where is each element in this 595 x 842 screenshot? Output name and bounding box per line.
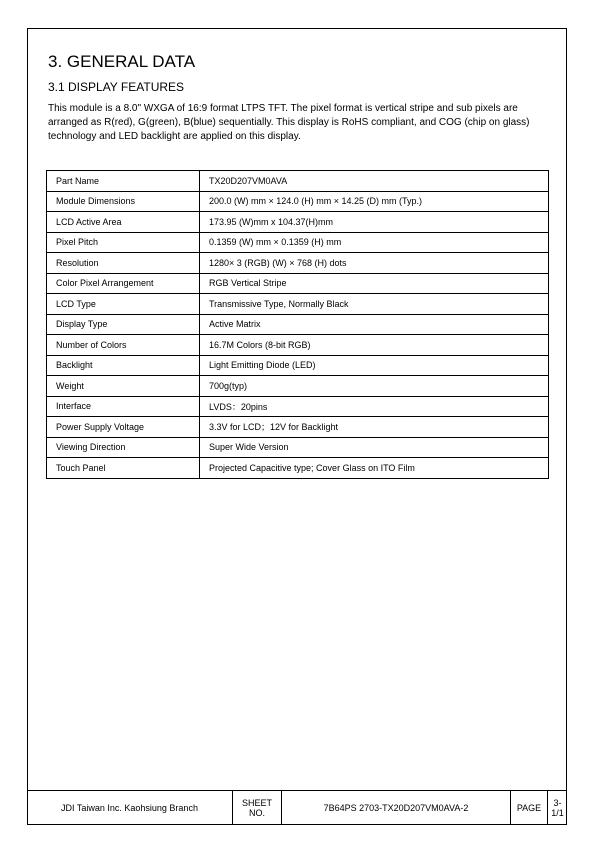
footer-sheet-line1: SHEET <box>241 798 272 808</box>
section-title: 3. GENERAL DATA <box>48 52 196 71</box>
table-row <box>47 314 549 335</box>
table-row <box>47 376 549 397</box>
table-row <box>47 294 549 315</box>
spec-value: LVDS：20pins <box>200 396 549 417</box>
footer-sheet-line2: NO. <box>248 808 265 818</box>
spec-label: Resolution <box>47 253 200 274</box>
table-row <box>47 191 549 212</box>
subsection-title: 3.1 DISPLAY FEATURES <box>48 80 185 94</box>
spec-value: 1280× 3 (RGB) (W) × 768 (H) dots <box>200 253 549 274</box>
spec-label: Pixel Pitch <box>47 232 200 253</box>
spec-label: Weight <box>47 376 200 397</box>
table-row <box>47 171 549 192</box>
spec-label: Touch Panel <box>47 458 200 479</box>
footer-company: JDI Taiwan Inc. Kaohsiung Branch <box>61 803 198 813</box>
spec-value: Transmissive Type, Normally Black <box>200 294 549 315</box>
spec-value: Active Matrix <box>200 314 549 335</box>
spec-value: 200.0 (W) mm × 124.0 (H) mm × 14.25 (D) mm (Typ.) <box>200 191 549 212</box>
spec-label: Interface <box>47 396 200 417</box>
intro-paragraph: This module is a 8.0" WXGA of 16:9 format LTPS TFT. The pixel format is vertical stripe and sub pixels are arranged as R(red), G(green), B(blue) sequentially. This display is RoHS compliant, and COG (chip on glass) technology and LED backlight are applied on this display. <box>48 103 530 142</box>
spec-label: Display Type <box>47 314 200 335</box>
spec-label: LCD Type <box>47 294 200 315</box>
table-row <box>47 232 549 253</box>
spec-value: 0.1359 (W) mm × 0.1359 (H) mm <box>200 232 549 253</box>
spec-label: Power Supply Voltage <box>47 417 200 438</box>
footer-page-label: PAGE <box>510 791 548 825</box>
spec-value: TX20D207VM0AVA <box>200 171 549 192</box>
spec-label: LCD Active Area <box>47 212 200 233</box>
table-row <box>47 355 549 376</box>
spec-table <box>46 170 549 479</box>
spec-value: 3.3V for LCD；12V for Backlight <box>200 417 549 438</box>
spec-value: 16.7M Colors (8-bit RGB) <box>200 335 549 356</box>
spec-label: Backlight <box>47 355 200 376</box>
spec-value: Super Wide Version <box>200 437 549 458</box>
spec-value: Light Emitting Diode (LED) <box>200 355 549 376</box>
spec-label: Viewing Direction <box>47 437 200 458</box>
spec-label: Module Dimensions <box>47 191 200 212</box>
table-row <box>47 273 549 294</box>
table-row <box>47 212 549 233</box>
footer-doc-number: 7B64PS 2703-TX20D207VM0AVA-2 <box>323 803 469 813</box>
spec-value: Projected Capacitive type; Cover Glass on ITO Film <box>200 458 549 479</box>
spec-value: 700g(typ) <box>200 376 549 397</box>
table-row <box>47 396 549 417</box>
table-row <box>47 458 549 479</box>
spec-value: RGB Vertical Stripe <box>200 273 549 294</box>
table-row <box>47 253 549 274</box>
spec-label: Number of Colors <box>47 335 200 356</box>
table-row <box>47 335 549 356</box>
spec-label: Part Name <box>47 171 200 192</box>
footer-sheet-label <box>232 791 282 825</box>
spec-label: Color Pixel Arrangement <box>47 273 200 294</box>
footer-page-number: 3-1/1 <box>551 798 564 818</box>
table-row <box>47 437 549 458</box>
table-row <box>47 417 549 438</box>
footer <box>27 790 567 825</box>
spec-value: 173.95 (W)mm x 104.37(H)mm <box>200 212 549 233</box>
